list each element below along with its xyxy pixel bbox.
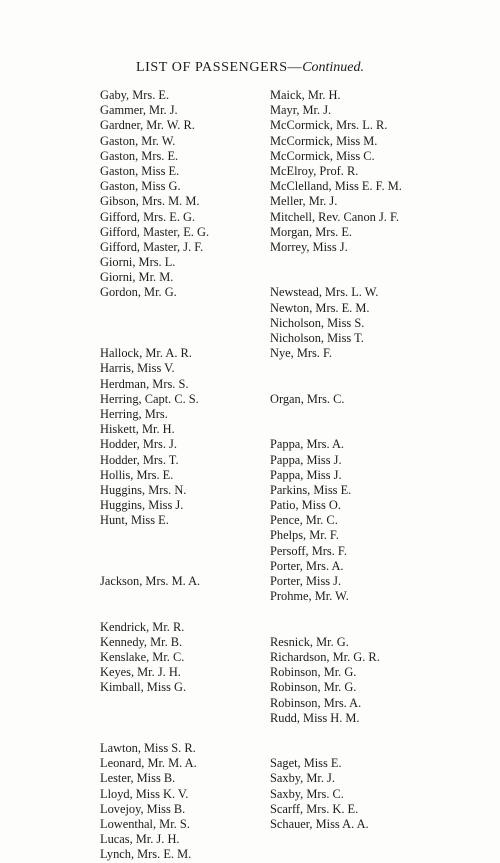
passenger-entry: Jackson, Mrs. M. A. [100,574,201,588]
list-spacer [270,407,402,422]
passenger-entry: Schauer, Miss A. A. [270,817,369,831]
passenger-entry: Leonard, Mr. M. A. [100,756,197,771]
passenger-entry: Giorni, Mrs. L. [100,255,176,270]
passenger-entry: Patio, Miss O. [270,498,341,513]
passenger-entry: Lowenthal, Mr. S. [100,817,190,831]
passenger-entry: Organ, Mrs. C. [270,391,345,406]
passenger-entry: Newton, Mrs. E. M. [270,300,370,315]
passenger-entry: Gaston, Mrs. E. [100,148,179,163]
passenger-entry: Mitchell, Rev. Canon J. F. [270,209,399,224]
passenger-entry: Morgan, Mrs. E. [270,224,353,239]
passenger-entry: Porter, Mrs. A. [270,558,344,573]
passenger-entry: Persoff, Mrs. F. [270,543,347,558]
passenger-entry: Nye, Mrs. F. [270,346,332,361]
passenger-entry: Scarff, Mrs. K. E. [270,801,359,816]
passenger-entry: Morrey, Miss J. [270,239,348,254]
passenger-entry: Pence, Mr. C. [270,513,338,528]
passenger-entry: Rudd, Miss H. M. [270,710,360,725]
list-spacer [270,270,402,285]
passenger-entry: Harris, Miss V. [100,361,175,376]
passenger-list-left-column [100,88,209,863]
passenger-entry: Hodder, Mrs. J. [100,437,177,452]
list-spacer [100,528,209,543]
passenger-entry: Mayr, Mr. J. [270,103,332,118]
list-spacer [270,377,402,392]
passenger-entry: Prohme, Mr. W. [270,589,349,604]
passenger-entry: Gardner, Mr. W. R. [100,118,195,133]
passenger-entry: Gaby, Mrs. E. [100,88,170,102]
passenger-entry: Richardson, Mr. G. R. [270,649,380,664]
list-spacer [100,544,209,559]
passenger-entry: McCormick, Mrs. L. R. [270,118,388,133]
passenger-entry: Hunt, Miss E. [100,513,169,528]
passenger-entry: Pappa, Miss J. [270,467,342,482]
passenger-entry: Gifford, Master, E. G. [100,224,210,239]
list-spacer [100,696,209,711]
passenger-entry: Pappa, Miss J. [270,452,342,467]
passenger-entry: Hiskett, Mr. H. [100,422,175,437]
passenger-entry: Herring, Capt. C. S. [100,391,199,406]
passenger-entry: Gaston, Mr. W. [100,133,176,148]
page-title [0,60,500,76]
passenger-entry: Gammer, Mr. J. [100,103,178,118]
passenger-entry: Huggins, Miss J. [100,498,184,513]
passenger-entry: Huggins, Mrs. N. [100,482,187,497]
passenger-entry: Saxby, Mr. J. [270,771,335,786]
passenger-entry: Saxby, Mrs. C. [270,786,344,801]
page-title-continued: Continued. [302,60,365,75]
list-spacer [270,604,402,619]
passenger-entry: Gifford, Mrs. E. G. [100,209,196,224]
passenger-entry: Hodder, Mrs. T. [100,452,179,467]
list-spacer [100,559,209,574]
page-title-main: LIST OF PASSENGERS— [135,60,303,75]
list-spacer [270,741,402,756]
passenger-entry: Resnick, Mr. G. [270,634,349,649]
passenger-entry: Kennedy, Mr. B. [100,634,183,649]
list-spacer [100,331,209,346]
passenger-entry: Lester, Miss B. [100,771,176,786]
passenger-entry: Pappa, Mrs. A. [270,437,344,452]
passenger-entry: McCormick, Miss M. [270,133,378,148]
list-spacer [100,604,209,619]
list-spacer [100,316,209,331]
list-spacer [100,711,209,726]
passenger-entry: Robinson, Mr. G. [270,680,357,695]
list-spacer [100,301,209,316]
passenger-entry: Keyes, Mr. J. H. [100,665,181,680]
list-spacer [100,589,209,604]
passenger-entry: Lynch, Mrs. E. M. [100,847,192,862]
passenger-entry: Gaston, Miss G. [100,179,181,194]
passenger-entry: Phelps, Mr. F. [270,528,339,543]
passenger-entry: Herdman, Mrs. S. [100,376,189,391]
passenger-entry: McClelland, Miss E. F. M. [270,179,402,194]
list-spacer [270,422,402,437]
passenger-entry: Maick, Mr. H. [270,88,341,102]
passenger-entry: Robinson, Mr. G. [270,665,357,680]
passenger-entry: Robinson, Mrs. A. [270,695,362,710]
passenger-entry: Porter, Miss J. [270,574,342,588]
passenger-entry: Giorni, Mr. M. [100,270,174,285]
passenger-entry: Nicholson, Miss T. [270,331,364,345]
passenger-entry: Kendrick, Mr. R. [100,619,185,634]
passenger-entry: Kenslake, Mr. C. [100,649,185,664]
passenger-entry: Gordon, Mr. G. [100,285,177,300]
list-spacer [270,255,402,270]
list-spacer [100,726,209,741]
passenger-entry: Lloyd, Miss K. V. [100,786,189,801]
passenger-entry: Meller, Mr. J. [270,194,338,209]
passenger-entry: Lovejoy, Miss B. [100,801,186,816]
passenger-entry: McElroy, Prof. R. [270,163,359,178]
passenger-entry: Kimball, Miss G. [100,680,187,695]
passenger-list-right-column [270,88,402,832]
passenger-entry: Herring, Mrs. [100,406,168,421]
passenger-entry: Parkins, Miss E. [270,482,352,497]
passenger-entry: Gifford, Master, J. F. [100,239,204,254]
passenger-entry: Hollis, Mrs. E. [100,467,174,482]
passenger-entry: Lawton, Miss S. R. [100,741,196,756]
passenger-entry: Saget, Miss E. [270,756,342,771]
passenger-entry: Lucas, Mr. J. H. [100,832,180,847]
passenger-entry: Newstead, Mrs. L. W. [270,285,379,300]
passenger-entry: Hallock, Mr. A. R. [100,346,192,361]
passenger-entry: Nicholson, Miss S. [270,315,365,330]
passenger-entry: Gaston, Miss E. [100,163,180,178]
list-spacer [270,361,402,376]
passenger-entry: Gibson, Mrs. M. M. [100,194,200,209]
list-spacer [270,726,402,741]
list-spacer [270,620,402,635]
passenger-entry: McCormick, Miss C. [270,148,375,163]
